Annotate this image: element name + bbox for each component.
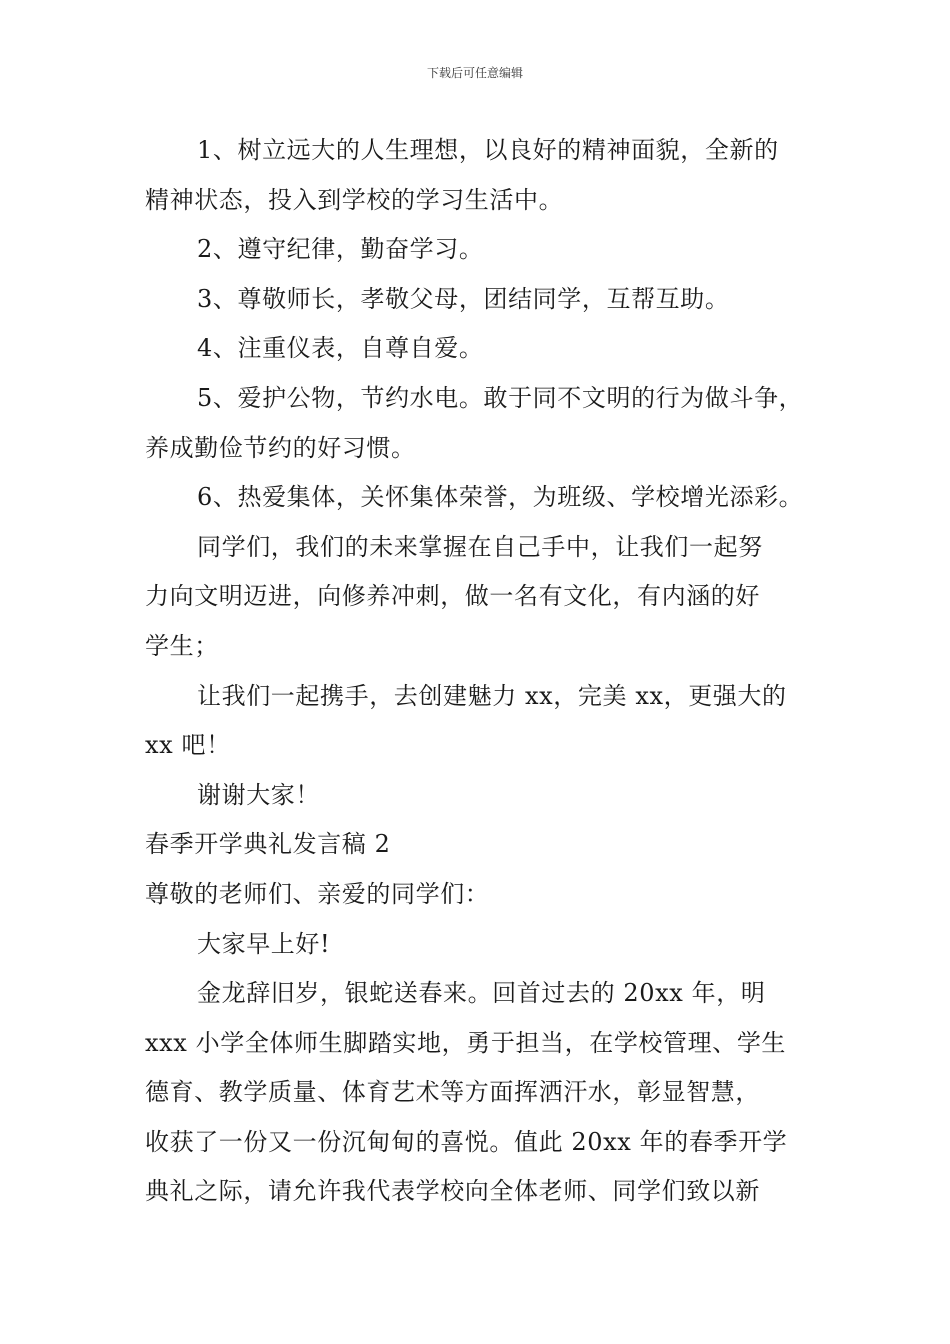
paragraph-line: 6、热爱集体，关怀集体荣誉，为班级、学校增光添彩。 — [197, 483, 804, 512]
section-title: 春季开学典礼发言稿 2 — [145, 830, 391, 859]
paragraph-line: 德育、教学质量、体育艺术等方面挥洒汗水，彰显智慧， — [145, 1078, 760, 1107]
header-note: 下载后可任意编辑 — [426, 66, 523, 80]
paragraph-line: 学生； — [145, 631, 219, 660]
paragraph-line: 5、爱护公物，节约水电。敢于同不文明的行为做斗争， — [197, 383, 804, 412]
paragraph-line: 谢谢大家！ — [197, 780, 320, 809]
paragraph-line: xxx 小学全体师生脚踏实地，勇于担当，在学校管理、学生 — [145, 1028, 787, 1057]
greeting: 大家早上好! — [197, 929, 331, 958]
paragraph-line: 4、注重仪表，自尊自爱。 — [197, 334, 484, 363]
paragraph-line: 金龙辞旧岁，银蛇送春来。回首过去的 20xx 年，明 — [197, 979, 766, 1008]
document-body — [145, 126, 810, 1217]
paragraph-line: 力向文明迈进，向修养冲刺，做一名有文化，有内涵的好 — [145, 582, 760, 611]
paragraph-line: 养成勤俭节约的好习惯。 — [145, 433, 416, 462]
paragraph-line: 让我们一起携手，去创建魅力 xx，完美 xx，更强大的 — [197, 681, 787, 710]
paragraph-line: 2、遵守纪律，勤奋学习。 — [197, 235, 484, 264]
salutation: 尊敬的老师们、亲爱的同学们： — [145, 879, 490, 908]
paragraph-line: 精神状态，投入到学校的学习生活中。 — [145, 185, 564, 214]
paragraph-line: 同学们，我们的未来掌握在自己手中，让我们一起努 — [197, 532, 763, 561]
paragraph-line: 1、树立远大的人生理想，以良好的精神面貌，全新的 — [197, 136, 779, 164]
paragraph-line: 典礼之际，请允许我代表学校向全体老师、同学们致以新 — [145, 1177, 760, 1206]
paragraph-line: xx 吧！ — [145, 731, 231, 760]
paragraph-line: 3、尊敬师长，孝敬父母，团结同学，互帮互助。 — [197, 284, 730, 313]
paragraph-line: 收获了一份又一份沉甸甸的喜悦。值此 20xx 年的春季开学 — [145, 1127, 788, 1156]
